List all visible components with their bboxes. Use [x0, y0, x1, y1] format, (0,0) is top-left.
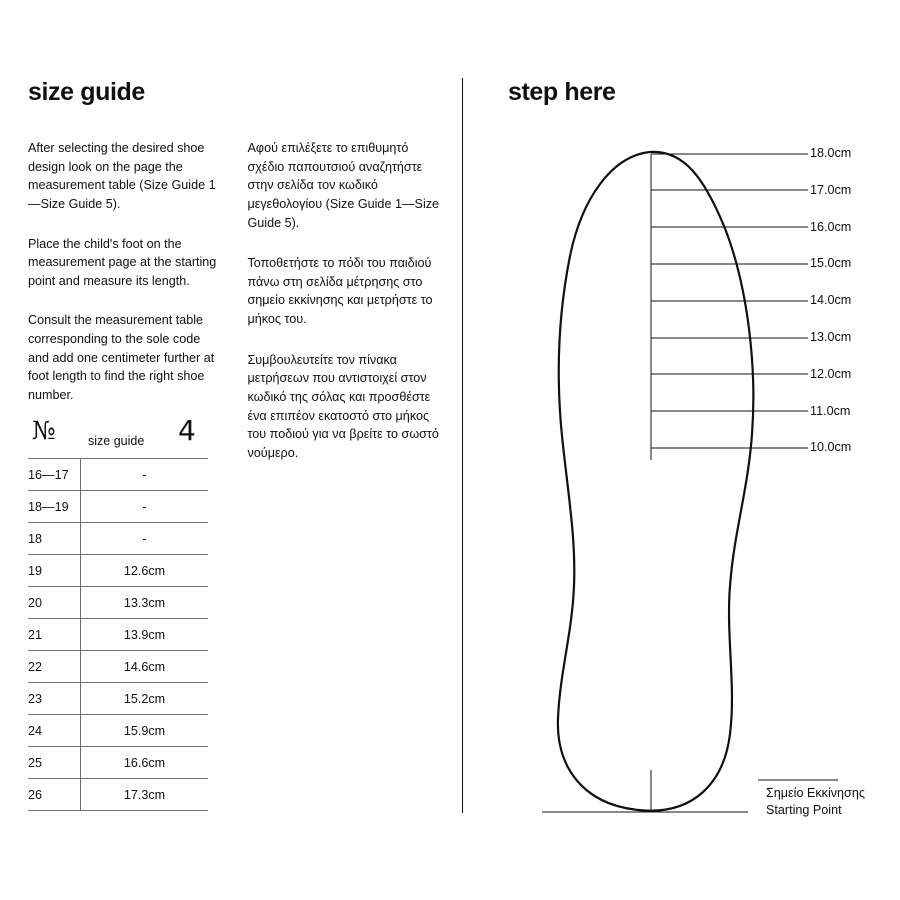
- right-column: [508, 80, 888, 820]
- starting-point-greek: Σημείο Εκκίνησης: [766, 786, 865, 800]
- table-row: [28, 747, 208, 779]
- vertical-divider: [462, 78, 463, 813]
- sole-outline: [558, 152, 753, 811]
- ruler-label: 16.0cm: [810, 220, 852, 234]
- instruction-paragraph: Τοποθετήστε το πόδι του παιδιού πάνω στη σελίδα μέτρησης στο σημείο εκκίνησης και μετρήστε το μήκος του.: [247, 256, 433, 326]
- cell-length: 17.3cm: [81, 779, 209, 811]
- cell-length: 12.6cm: [81, 555, 209, 587]
- table-row: [28, 459, 208, 491]
- cell-length: 14.6cm: [81, 651, 209, 683]
- instruction-paragraph: Consult the measurement table corresponding to the sole code and add one centimeter further at foot length to find the right shoe number.: [28, 313, 215, 402]
- starting-point-english: Starting Point: [766, 803, 842, 817]
- instructions-greek: [248, 139, 444, 484]
- cell-size: 24: [28, 715, 81, 747]
- size-table: [28, 458, 208, 811]
- table-row: [28, 651, 208, 683]
- cell-size: 21: [28, 619, 81, 651]
- table-row: [28, 715, 208, 747]
- table-row: [28, 619, 208, 651]
- cell-length: 16.6cm: [81, 747, 209, 779]
- size-guide-label: size guide: [88, 434, 145, 448]
- cell-size: 18: [28, 523, 81, 555]
- ruler-label: 14.0cm: [810, 293, 852, 307]
- ruler-label: 17.0cm: [810, 183, 852, 197]
- cell-length: 13.3cm: [81, 587, 209, 619]
- size-guide-number: 4: [178, 414, 196, 447]
- table-row: [28, 491, 208, 523]
- ruler-label: 18.0cm: [810, 146, 852, 160]
- size-table-header: [28, 414, 208, 458]
- ruler-label: 10.0cm: [810, 440, 852, 454]
- cell-length: 13.9cm: [81, 619, 209, 651]
- cell-size: 25: [28, 747, 81, 779]
- table-row: [28, 523, 208, 555]
- cell-length: -: [81, 491, 209, 523]
- cell-length: 15.9cm: [81, 715, 209, 747]
- step-here-title: step here: [508, 78, 616, 106]
- ruler-label: 15.0cm: [810, 256, 852, 270]
- cell-size: 18—19: [28, 491, 81, 523]
- cell-length: -: [81, 523, 209, 555]
- instruction-paragraph: Αφού επιλέξετε το επιθυμητό σχέδιο παπουτσιού αναζητήστε στην σελίδα τον κωδικό μεγεθολογίου (Size Guide 1—Size Guide 5).: [247, 141, 440, 230]
- cell-size: 26: [28, 779, 81, 811]
- table-row: [28, 555, 208, 587]
- page-title: size guide: [28, 78, 145, 106]
- number-symbol: №: [32, 416, 56, 445]
- cell-size: 16—17: [28, 459, 81, 491]
- cell-size: 23: [28, 683, 81, 715]
- cell-size: 19: [28, 555, 81, 587]
- cell-length: -: [81, 459, 209, 491]
- instruction-paragraph: Place the child's foot on the measurement page at the starting point and measure its length.: [28, 236, 217, 288]
- cell-size: 20: [28, 587, 81, 619]
- cell-size: 22: [28, 651, 81, 683]
- starting-point-caption: [766, 785, 865, 819]
- size-table-section: [28, 414, 208, 811]
- ruler-label: 12.0cm: [810, 367, 852, 381]
- instruction-paragraph: Συμβουλευτείτε τον πίνακα μετρήσεων που αντιστοιχεί στον κωδικό της σόλας και προσθέστε ένα επιπέον εκατοστό στο μήκος του ποδιού για να βρείτε το σωστό νούμερο.: [247, 352, 439, 460]
- cell-length: 15.2cm: [81, 683, 209, 715]
- table-row: [28, 587, 208, 619]
- table-row: [28, 683, 208, 715]
- instruction-paragraph: After selecting the desired shoe design look on the page the measurement table (Size Guide 1—Size Guide 5).: [28, 141, 216, 211]
- ruler-label: 11.0cm: [810, 404, 851, 418]
- ruler-label: 13.0cm: [810, 330, 852, 344]
- table-row: [28, 779, 208, 811]
